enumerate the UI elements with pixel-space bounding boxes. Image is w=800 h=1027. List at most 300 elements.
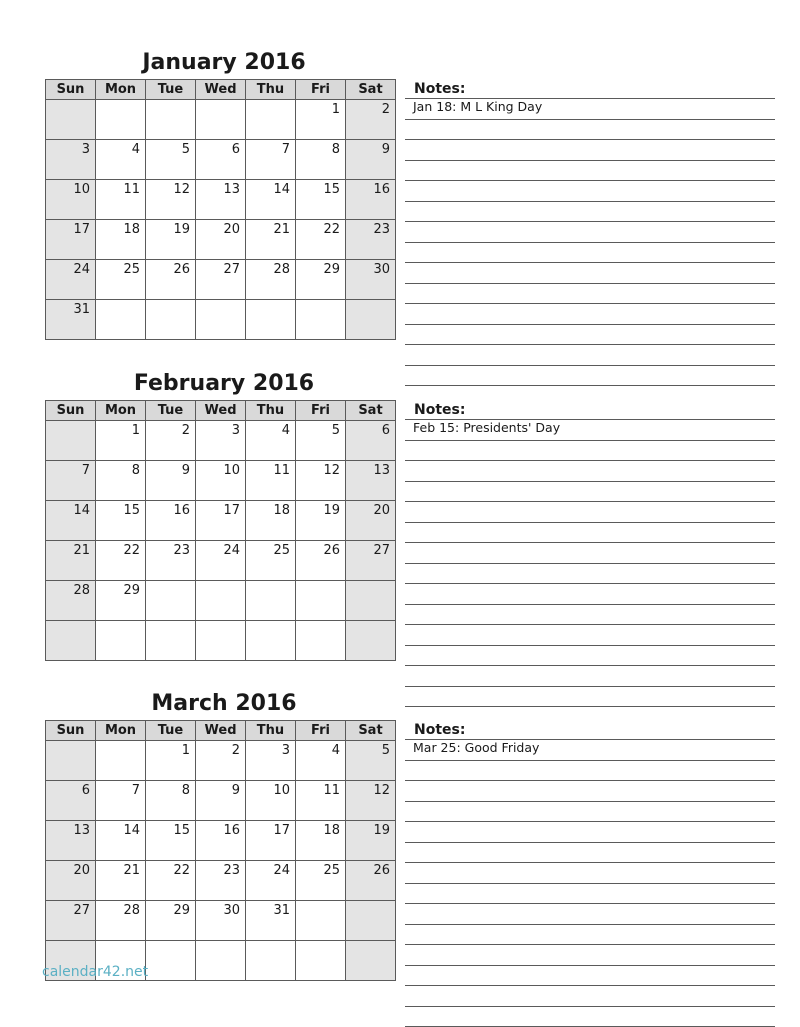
day-number: 3: [281, 743, 290, 758]
note-line: [405, 365, 775, 366]
day-number: 4: [281, 423, 290, 438]
day-cell: [46, 901, 96, 941]
day-number: 16: [373, 182, 390, 197]
week-row: [46, 821, 396, 861]
day-cell: [296, 300, 346, 340]
day-cell: [96, 260, 146, 300]
weekday-header: Fri: [296, 80, 346, 100]
day-cell: [346, 461, 396, 501]
week-row: [46, 901, 396, 941]
day-number: 1: [181, 743, 190, 758]
day-cell: [296, 901, 346, 941]
day-number: [346, 901, 395, 903]
note-line: [405, 665, 775, 666]
day-cell: [46, 821, 96, 861]
weekday-header: Tue: [146, 721, 196, 741]
day-number: 2: [231, 743, 240, 758]
day-number: 24: [273, 863, 290, 878]
day-number: 23: [223, 863, 240, 878]
day-cell: [346, 621, 396, 661]
day-cell: [196, 941, 246, 981]
day-number: 8: [331, 142, 340, 157]
note-line: [405, 262, 775, 263]
day-cell: [346, 781, 396, 821]
day-number: [196, 300, 245, 302]
day-cell: [296, 220, 346, 260]
day-number: 11: [123, 182, 140, 197]
day-cell: [146, 421, 196, 461]
day-number: 18: [323, 823, 340, 838]
note-line: [405, 419, 775, 420]
day-number: [246, 941, 295, 943]
day-number: 10: [73, 182, 90, 197]
day-cell: [146, 581, 196, 621]
weekday-header: Fri: [296, 721, 346, 741]
day-number: 12: [373, 783, 390, 798]
day-number: 18: [273, 503, 290, 518]
day-cell: [246, 260, 296, 300]
day-cell: [96, 461, 146, 501]
day-number: 21: [73, 543, 90, 558]
day-cell: [196, 821, 246, 861]
day-cell: [296, 621, 346, 661]
weekday-header: Wed: [196, 80, 246, 100]
day-number: 16: [173, 503, 190, 518]
week-row: [46, 621, 396, 661]
weekday-header: Fri: [296, 401, 346, 421]
day-cell: [196, 220, 246, 260]
week-row: [46, 260, 396, 300]
note-line: [405, 324, 775, 325]
day-cell: [96, 180, 146, 220]
note-line: [405, 645, 775, 646]
week-row: [46, 180, 396, 220]
weekday-header: Wed: [196, 401, 246, 421]
day-cell: [196, 260, 246, 300]
weekday-header: Sat: [346, 401, 396, 421]
note-line: [405, 903, 775, 904]
note-entry: Jan 18: M L King Day: [413, 99, 543, 114]
day-number: 7: [281, 142, 290, 157]
day-cell: [296, 941, 346, 981]
day-number: [146, 941, 195, 943]
day-number: [346, 941, 395, 943]
day-number: 27: [73, 903, 90, 918]
day-number: [96, 941, 145, 943]
day-number: 29: [323, 262, 340, 277]
day-number: 14: [73, 503, 90, 518]
note-line: [405, 522, 775, 523]
notes-label: Notes:: [414, 81, 466, 97]
day-number: 4: [131, 142, 140, 157]
day-cell: [146, 140, 196, 180]
weekday-header: Sat: [346, 80, 396, 100]
week-row: [46, 140, 396, 180]
day-cell: [46, 461, 96, 501]
day-cell: [196, 300, 246, 340]
month-march: [0, 687, 800, 987]
day-cell: [196, 901, 246, 941]
day-number: [346, 300, 395, 302]
day-cell: [96, 220, 146, 260]
day-cell: [146, 180, 196, 220]
day-number: 11: [323, 783, 340, 798]
day-number: 27: [223, 262, 240, 277]
day-cell: [96, 821, 146, 861]
week-row: [46, 861, 396, 901]
week-row: [46, 541, 396, 581]
note-line: [405, 201, 775, 202]
day-cell: [196, 781, 246, 821]
week-row: [46, 421, 396, 461]
day-cell: [246, 180, 296, 220]
day-cell: [346, 220, 396, 260]
day-cell: [346, 180, 396, 220]
calendar-grid: [45, 400, 396, 661]
day-number: 19: [373, 823, 390, 838]
day-cell: [96, 541, 146, 581]
day-number: 8: [181, 783, 190, 798]
day-cell: [146, 100, 196, 140]
day-cell: [46, 581, 96, 621]
day-number: 13: [373, 463, 390, 478]
week-row: [46, 581, 396, 621]
day-cell: [196, 621, 246, 661]
note-line: [405, 583, 775, 584]
note-line: [405, 221, 775, 222]
month-title: January 2016: [142, 50, 306, 75]
note-line: [405, 604, 775, 605]
day-cell: [46, 781, 96, 821]
note-line: [405, 98, 775, 99]
day-number: [46, 741, 95, 743]
day-number: 20: [373, 503, 390, 518]
day-number: 5: [331, 423, 340, 438]
day-cell: [146, 901, 196, 941]
note-line: [405, 801, 775, 802]
watermark: calendar42.net: [42, 964, 149, 980]
note-line: [405, 965, 775, 966]
week-row: [46, 741, 396, 781]
day-cell: [46, 421, 96, 461]
day-cell: [296, 140, 346, 180]
weekday-header: Mon: [96, 80, 146, 100]
day-number: 24: [223, 543, 240, 558]
note-line: [405, 440, 775, 441]
weekday-header-row: [46, 401, 396, 421]
day-cell: [196, 581, 246, 621]
day-number: 14: [123, 823, 140, 838]
day-cell: [296, 541, 346, 581]
weekday-header: Thu: [246, 401, 296, 421]
day-number: [96, 621, 145, 623]
day-cell: [46, 861, 96, 901]
day-number: 19: [173, 222, 190, 237]
day-number: 14: [273, 182, 290, 197]
note-line: [405, 283, 775, 284]
day-number: 21: [123, 863, 140, 878]
note-line: [405, 303, 775, 304]
day-cell: [46, 501, 96, 541]
day-cell: [246, 140, 296, 180]
day-cell: [196, 100, 246, 140]
day-cell: [146, 821, 196, 861]
day-number: [246, 621, 295, 623]
day-number: [146, 621, 195, 623]
weekday-header: Tue: [146, 80, 196, 100]
day-cell: [246, 741, 296, 781]
weekday-header: Thu: [246, 80, 296, 100]
day-number: [46, 621, 95, 623]
day-cell: [346, 100, 396, 140]
day-number: 17: [223, 503, 240, 518]
day-cell: [146, 260, 196, 300]
note-line: [405, 542, 775, 543]
note-line: [405, 821, 775, 822]
weekday-header: Tue: [146, 401, 196, 421]
day-cell: [246, 861, 296, 901]
day-number: 30: [373, 262, 390, 277]
note-line: [405, 460, 775, 461]
day-number: 9: [381, 142, 390, 157]
day-cell: [146, 541, 196, 581]
day-number: 29: [173, 903, 190, 918]
notes-label: Notes:: [414, 402, 466, 418]
day-cell: [246, 421, 296, 461]
day-cell: [146, 781, 196, 821]
note-line: [405, 481, 775, 482]
day-number: 3: [231, 423, 240, 438]
day-cell: [146, 861, 196, 901]
day-cell: [46, 100, 96, 140]
day-number: 12: [173, 182, 190, 197]
day-cell: [246, 461, 296, 501]
day-number: 25: [123, 262, 140, 277]
day-number: [296, 581, 345, 583]
day-number: [46, 421, 95, 423]
day-cell: [296, 100, 346, 140]
weekday-header-row: [46, 80, 396, 100]
day-number: 29: [123, 583, 140, 598]
week-row: [46, 461, 396, 501]
day-number: 20: [223, 222, 240, 237]
day-number: 25: [273, 543, 290, 558]
day-cell: [196, 421, 246, 461]
day-cell: [246, 941, 296, 981]
day-number: 28: [73, 583, 90, 598]
weekday-header: Sat: [346, 721, 396, 741]
day-cell: [96, 861, 146, 901]
day-number: [196, 941, 245, 943]
day-number: 2: [381, 102, 390, 117]
day-cell: [246, 781, 296, 821]
day-cell: [146, 621, 196, 661]
day-cell: [146, 741, 196, 781]
day-number: 27: [373, 543, 390, 558]
day-cell: [46, 621, 96, 661]
day-number: 10: [273, 783, 290, 798]
day-cell: [346, 741, 396, 781]
day-cell: [296, 821, 346, 861]
day-cell: [296, 501, 346, 541]
day-cell: [146, 461, 196, 501]
day-number: [146, 100, 195, 102]
day-number: [296, 901, 345, 903]
day-number: 8: [131, 463, 140, 478]
weekday-header: Mon: [96, 721, 146, 741]
day-number: 2: [181, 423, 190, 438]
week-row: [46, 100, 396, 140]
day-number: [246, 100, 295, 102]
note-line: [405, 760, 775, 761]
day-cell: [196, 461, 246, 501]
calendar-grid: [45, 79, 396, 340]
day-number: 6: [381, 423, 390, 438]
day-cell: [296, 741, 346, 781]
day-cell: [196, 861, 246, 901]
note-entry: Mar 25: Good Friday: [413, 740, 540, 755]
day-cell: [346, 421, 396, 461]
day-number: 9: [231, 783, 240, 798]
day-cell: [346, 941, 396, 981]
day-cell: [346, 260, 396, 300]
day-cell: [346, 861, 396, 901]
day-cell: [96, 300, 146, 340]
day-number: [96, 300, 145, 302]
day-number: 30: [223, 903, 240, 918]
note-line: [405, 563, 775, 564]
week-row: [46, 220, 396, 260]
day-number: 1: [131, 423, 140, 438]
day-number: [296, 300, 345, 302]
day-number: 31: [273, 903, 290, 918]
day-cell: [46, 140, 96, 180]
day-number: 7: [131, 783, 140, 798]
day-cell: [96, 781, 146, 821]
day-cell: [196, 741, 246, 781]
day-cell: [96, 901, 146, 941]
week-row: [46, 781, 396, 821]
note-line: [405, 501, 775, 502]
day-number: [346, 581, 395, 583]
day-number: 25: [323, 863, 340, 878]
note-line: [405, 180, 775, 181]
day-number: 15: [173, 823, 190, 838]
day-cell: [46, 541, 96, 581]
day-number: [246, 300, 295, 302]
day-cell: [346, 821, 396, 861]
day-cell: [296, 581, 346, 621]
day-cell: [96, 501, 146, 541]
note-entry: Feb 15: Presidents' Day: [413, 420, 561, 435]
day-cell: [246, 821, 296, 861]
day-cell: [296, 461, 346, 501]
day-number: [46, 100, 95, 102]
day-number: [296, 621, 345, 623]
note-line: [405, 624, 775, 625]
weekday-header: Mon: [96, 401, 146, 421]
weekday-header: Sun: [46, 721, 96, 741]
day-cell: [46, 220, 96, 260]
note-line: [405, 242, 775, 243]
day-cell: [246, 581, 296, 621]
day-cell: [246, 501, 296, 541]
day-number: [196, 100, 245, 102]
day-cell: [96, 140, 146, 180]
month-title: February 2016: [133, 371, 315, 396]
day-number: 31: [73, 302, 90, 317]
day-number: 19: [323, 503, 340, 518]
day-cell: [296, 421, 346, 461]
day-number: 24: [73, 262, 90, 277]
day-number: 22: [123, 543, 140, 558]
note-line: [405, 862, 775, 863]
day-cell: [346, 140, 396, 180]
day-number: 28: [273, 262, 290, 277]
day-cell: [96, 581, 146, 621]
day-number: 5: [381, 743, 390, 758]
day-cell: [246, 901, 296, 941]
day-number: 17: [73, 222, 90, 237]
day-cell: [96, 741, 146, 781]
day-cell: [296, 260, 346, 300]
calendar-grid: [45, 720, 396, 981]
day-cell: [46, 180, 96, 220]
day-cell: [246, 220, 296, 260]
day-number: 22: [323, 222, 340, 237]
day-number: [346, 621, 395, 623]
notes-label: Notes:: [414, 722, 466, 738]
note-line: [405, 739, 775, 740]
day-cell: [246, 621, 296, 661]
day-cell: [146, 501, 196, 541]
day-number: 3: [81, 142, 90, 157]
day-number: [196, 581, 245, 583]
day-number: [146, 300, 195, 302]
day-cell: [196, 541, 246, 581]
note-line: [405, 780, 775, 781]
note-line: [405, 924, 775, 925]
day-number: [296, 941, 345, 943]
day-cell: [346, 541, 396, 581]
day-cell: [146, 941, 196, 981]
note-line: [405, 344, 775, 345]
day-number: 13: [73, 823, 90, 838]
day-number: 11: [273, 463, 290, 478]
day-number: 9: [181, 463, 190, 478]
day-number: 15: [123, 503, 140, 518]
day-cell: [346, 901, 396, 941]
day-number: 15: [323, 182, 340, 197]
day-number: 6: [81, 783, 90, 798]
month-february: [0, 367, 800, 667]
day-number: [46, 941, 95, 943]
note-line: [405, 883, 775, 884]
day-number: 18: [123, 222, 140, 237]
weekday-header: Thu: [246, 721, 296, 741]
day-number: [196, 621, 245, 623]
month-title: March 2016: [151, 691, 297, 716]
day-number: 6: [231, 142, 240, 157]
day-cell: [96, 621, 146, 661]
day-cell: [196, 501, 246, 541]
note-line: [405, 985, 775, 986]
day-cell: [46, 741, 96, 781]
note-line: [405, 139, 775, 140]
day-number: 17: [273, 823, 290, 838]
week-row: [46, 300, 396, 340]
note-line: [405, 842, 775, 843]
